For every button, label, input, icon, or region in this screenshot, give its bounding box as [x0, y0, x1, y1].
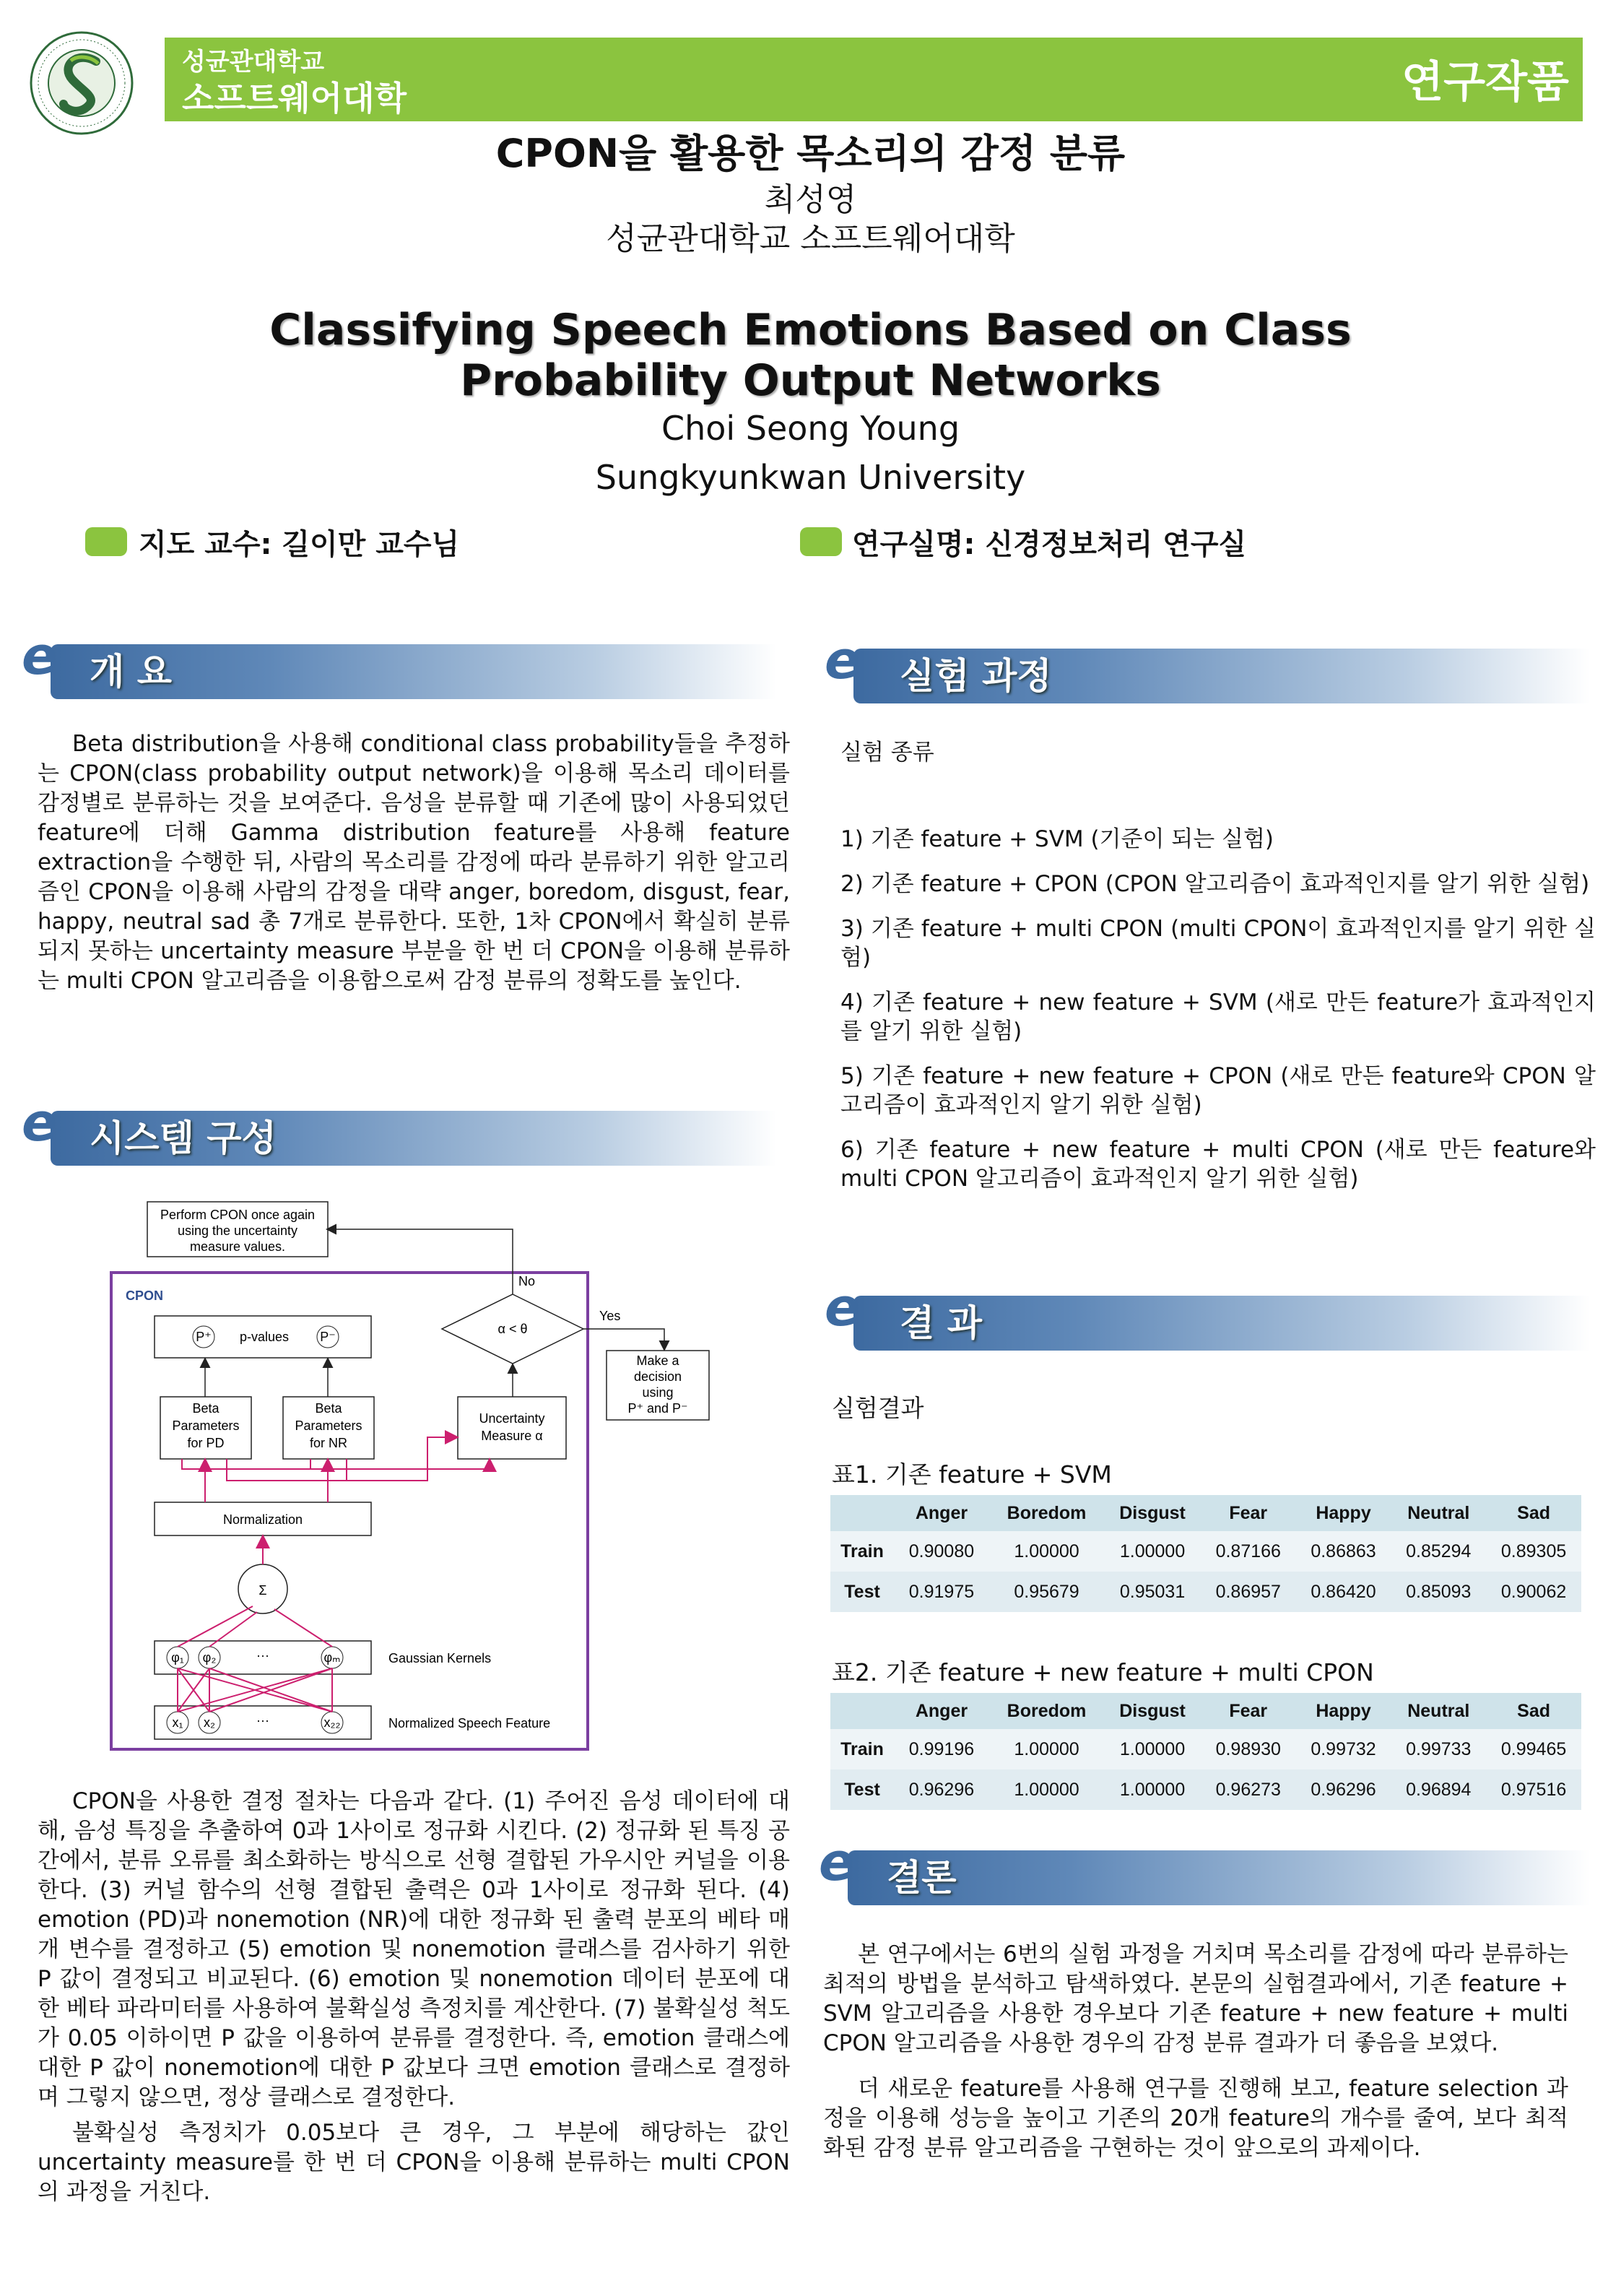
- table-cell: 1.00000: [989, 1531, 1104, 1572]
- table-row: [830, 1729, 1581, 1769]
- perform-line-2: using the uncertainty: [177, 1223, 298, 1238]
- category-label: 연구작품: [1401, 57, 1569, 108]
- uncertainty-line-1: Uncertainty: [479, 1411, 545, 1426]
- phi2-label: φ₂: [202, 1650, 217, 1665]
- table1-header-row: [830, 1495, 1581, 1531]
- experiment-heading: [825, 630, 1590, 711]
- table-cell: 0.99196: [894, 1729, 989, 1769]
- results-table-1: [830, 1495, 1581, 1612]
- results-heading: [825, 1277, 1590, 1358]
- col-header: Boredom: [989, 1495, 1104, 1531]
- experiment-intro: 실험 종류: [840, 740, 934, 766]
- table-cell: 0.96273: [1201, 1769, 1296, 1810]
- decision-line-1: Make a: [636, 1353, 679, 1368]
- table-cell: 0.86420: [1296, 1572, 1391, 1612]
- decision-line-3: using: [642, 1385, 674, 1400]
- col-header: Sad: [1486, 1693, 1581, 1729]
- table-row: [830, 1769, 1581, 1810]
- table-cell: 0.96894: [1391, 1769, 1486, 1810]
- p-plus-label: P⁺: [196, 1330, 212, 1344]
- experiment-item-4: 4) 기존 feature + new feature + SVM (새로 만든 feature가 효과적인지를 알기 위한 실험): [840, 989, 1596, 1044]
- table-cell: 1.00000: [989, 1729, 1104, 1769]
- table-cell: 0.91975: [894, 1572, 989, 1612]
- table-cell: 1.00000: [989, 1769, 1104, 1810]
- col-header: Anger: [894, 1693, 989, 1729]
- beta-nr-line-2: Parameters: [295, 1418, 362, 1433]
- perform-line-1: Perform CPON once again: [160, 1208, 316, 1222]
- table-cell: 1.00000: [1104, 1729, 1201, 1769]
- e-mark-icon: e: [22, 1092, 57, 1153]
- table-row: [830, 1531, 1581, 1572]
- row-header: Test: [830, 1769, 894, 1810]
- results-heading-text: 결 과: [900, 1302, 983, 1344]
- table-cell: 0.99465: [1486, 1729, 1581, 1769]
- e-mark-icon: e: [825, 1277, 860, 1338]
- beta-pd-line-2: Parameters: [172, 1418, 240, 1433]
- conclusion-heading: [819, 1834, 1590, 1912]
- experiment-item-2: 2) 기존 feature + CPON (CPON 알고리즘이 효과적인지를 알기 위한 실험): [840, 871, 1590, 897]
- row-header: Train: [830, 1729, 894, 1769]
- p-minus-label: P⁻: [320, 1330, 336, 1344]
- system-paragraph-2: 불확실성 측정치가 0.05보다 큰 경우, 그 부분에 해당하는 값인 uncertainty measure를 한 번 더 CPON을 이용해 분류하는 multi CPON의 과정을 거친다.: [38, 2120, 790, 2205]
- table-cell: 0.98930: [1201, 1729, 1296, 1769]
- experiment-body: [840, 738, 1596, 1209]
- experiment-heading-text: 실험 과정: [900, 655, 1052, 697]
- col-header: Fear: [1201, 1693, 1296, 1729]
- university-logo: [27, 29, 136, 137]
- row-header: Test: [830, 1572, 894, 1612]
- affiliation-english: Sungkyunkwan University: [595, 458, 1026, 497]
- x22-label: x₂₂: [323, 1715, 341, 1730]
- phi1-label: φ₁: [171, 1650, 184, 1665]
- beta-nr-line-1: Beta: [315, 1401, 342, 1416]
- yes-label: Yes: [599, 1309, 621, 1323]
- col-header: Happy: [1296, 1495, 1391, 1531]
- col-header: Neutral: [1391, 1693, 1486, 1729]
- overview-heading-text: 개 요: [90, 651, 173, 693]
- table-cell: 0.96296: [1296, 1769, 1391, 1810]
- table2-caption: 표2. 기존 feature + new feature + multi CPON: [832, 1658, 1374, 1686]
- col-header: Disgust: [1104, 1693, 1201, 1729]
- advisor-label: 지도 교수: 길이만 교수님: [139, 528, 460, 561]
- table-cell: 0.86957: [1201, 1572, 1296, 1612]
- table-cell: 0.99732: [1296, 1729, 1391, 1769]
- system-body: [38, 1787, 790, 2207]
- perform-line-3: measure values.: [189, 1239, 286, 1254]
- conclusion-paragraph-1: 본 연구에서는 6번의 실험 과정을 거치며 목소리를 감정에 따라 분류하는 최적의 방법을 분석하고 탐색하였다. 본문의 실험결과에서, 기존 feature + SVM 알고리즘을 사용한 경우보다 기존 feature + new feature + multi CPON 알고리즘을 사용한 경우의 감정 분류 결과가 더 좋음을 보였다.: [823, 1941, 1568, 2056]
- table1-caption: 표1. 기존 feature + SVM: [832, 1460, 1112, 1489]
- advisor-tag-box: [85, 527, 127, 556]
- phim-label: φₘ: [323, 1650, 341, 1665]
- conclusion-heading-text: 결론: [887, 1857, 957, 1899]
- p-values-label: p-values: [239, 1330, 290, 1344]
- sigma-label: Σ: [258, 1583, 267, 1598]
- no-label: No: [518, 1274, 536, 1288]
- table-cell: 0.89305: [1486, 1531, 1581, 1572]
- results-intro: 실험결과: [832, 1394, 924, 1422]
- system-heading-text: 시스템 구성: [90, 1117, 277, 1159]
- uncertainty-line-2: Measure α: [481, 1429, 543, 1443]
- col-header: Happy: [1296, 1693, 1391, 1729]
- conclusion-paragraph-2: 더 새로운 feature를 사용해 연구를 진행해 보고, feature selection 과정을 이용해 성능을 높이고 기존의 20개 feature의 개수를 줄여, 보다 최적화된 감정 분류 알고리즘을 구현하는 것이 앞으로의 과제이다.: [823, 2076, 1568, 2161]
- table2-header-row: [830, 1693, 1581, 1729]
- experiment-item-3: 3) 기존 feature + multi CPON (multi CPON이 효과적인지를 알기 위한 실험): [840, 916, 1596, 971]
- title-english: Classifying Speech Emotions Based on Class Probability Output Networks: [269, 305, 1352, 406]
- col-header: [830, 1495, 894, 1531]
- feature-dots: ···: [256, 1713, 269, 1728]
- overview-paragraph: Beta distribution을 사용해 conditional class probability들을 추정하는 CPON(class probability output network)을 이용해 목소리 데이터를 감정별로 분류하는 것을 보여준다. 음성을 분류할 때 기존에 많이 사용되었던 feature에 더해 Gamma distribution feature를 사용해 feature extraction을 수행한 뒤, 사람의 목소리를 감정에 따라 분류하기 위한 알고리즘인 CPON을 이용해 사람의 감정을 대략 anger, boredom, disgust, fear, happy, neutral sad 총 7개로 분류한다. 또한, 1차 CPON에서 확실히 분류되지 못하는 uncertainty measure 부분을 한 번 더 CPON을 이용해 분류하는 multi CPON 알고리즘을 이용함으로써 감정 분류의 정확도를 높인다.: [38, 731, 790, 994]
- author-korean: 최성영: [764, 181, 857, 218]
- overview-heading: [22, 625, 776, 706]
- table-cell: 0.95679: [989, 1572, 1104, 1612]
- table-cell: 0.90062: [1486, 1572, 1581, 1612]
- speech-feature-label: Normalized Speech Feature: [388, 1716, 551, 1730]
- system-paragraph-1: CPON을 사용한 결정 절차는 다음과 같다. (1) 주어진 음성 데이터에 대해, 음성 특징을 추출하여 0과 1사이로 정규화 시킨다. (2) 정규화 된 특징 공간에서, 분류 오류를 최소화하는 방식으로 선형 결합된 가우시안 커널을 이용한다. (3) 커널 함수의 선형 결합된 출력은 0과 1사이로 정규화 된다. (4) emotion (PD)과 nonemotion (NR)에 대한 정규화 된 출력 분포의 베타 매개 변수를 결정하고 (5) emotion 및 nonemotion 클래스를 검사하기 위한 P 값이 결정되고 비교된다. (6) emotion 및 nonemotion 데이터 분포에 대한 베타 파라미터를 사용하여 불확실성 측정치를 계산한다. (7) 불확실성 척도가 0.05 이하이면 P 값을 이용하여 분류를 결정한다. 즉, emotion 클래스에 대한 P 값이 nonemotion에 대한 P 값보다 크면 emotion 클래스로 결정하며 그렇지 않으면, 정상 클래스로 결정한다.: [38, 1788, 790, 2110]
- university-name: 성균관대학교: [182, 48, 325, 77]
- experiment-item-5: 5) 기존 feature + new feature + CPON (새로 만든 feature와 CPON 알고리즘이 효과적인지 알기 위한 실험): [840, 1063, 1596, 1118]
- results-table-2: [830, 1693, 1581, 1810]
- beta-pd-line-3: for PD: [187, 1436, 225, 1450]
- table-cell: 1.00000: [1104, 1531, 1201, 1572]
- x2-label: x₂: [204, 1715, 215, 1730]
- kernel-dots: ···: [256, 1648, 269, 1663]
- lab-label: 연구실명: 신경정보처리 연구실: [852, 528, 1247, 561]
- col-header: Sad: [1486, 1495, 1581, 1531]
- decision-line-2: decision: [633, 1369, 682, 1384]
- overview-body: [38, 729, 790, 996]
- title-korean: CPON을 활용한 목소리의 감정 분류: [495, 131, 1126, 176]
- normalization-label: Normalization: [222, 1512, 303, 1527]
- col-header: Neutral: [1391, 1495, 1486, 1531]
- col-header: Disgust: [1104, 1495, 1201, 1531]
- experiment-item-1: 1) 기존 feature + SVM (기준이 되는 실험): [840, 826, 1274, 852]
- table-cell: 0.95031: [1104, 1572, 1201, 1612]
- table-cell: 0.85093: [1391, 1572, 1486, 1612]
- table-cell: 0.87166: [1201, 1531, 1296, 1572]
- cpon-diagram: [101, 1192, 722, 1755]
- table-cell: 0.99733: [1391, 1729, 1486, 1769]
- affiliation-korean: 성균관대학교 소프트웨어대학: [606, 220, 1015, 257]
- author-english: Choi Seong Young: [661, 409, 960, 448]
- table-row: [830, 1572, 1581, 1612]
- condition-label: α < θ: [497, 1322, 528, 1336]
- e-mark-icon: e: [22, 625, 57, 686]
- e-mark-icon: e: [825, 630, 860, 690]
- gaussian-kernels-label: Gaussian Kernels: [388, 1651, 492, 1665]
- e-mark-icon: e: [819, 1832, 854, 1892]
- experiment-item-6: 6) 기존 feature + new feature + multi CPON (새로 만든 feature와 multi CPON 알고리즘이 효과적인지 알기 위한 실험): [840, 1137, 1596, 1192]
- decision-line-4: P⁺ and P⁻: [627, 1401, 688, 1416]
- beta-pd-line-1: Beta: [192, 1401, 220, 1416]
- lab-tag-box: [800, 527, 842, 556]
- col-header: Boredom: [989, 1693, 1104, 1729]
- table-cell: 0.85294: [1391, 1531, 1486, 1572]
- row-header: Train: [830, 1531, 894, 1572]
- col-header: [830, 1693, 894, 1729]
- table-cell: 0.96296: [894, 1769, 989, 1810]
- beta-nr-line-3: for NR: [309, 1436, 348, 1450]
- college-name: 소프트웨어대학: [182, 79, 407, 118]
- table-cell: 1.00000: [1104, 1769, 1201, 1810]
- col-header: Fear: [1201, 1495, 1296, 1531]
- conclusion-body: [823, 1940, 1568, 2163]
- cpon-frame-label: CPON: [126, 1288, 164, 1303]
- table-cell: 0.97516: [1486, 1769, 1581, 1810]
- system-heading: [22, 1092, 776, 1173]
- table-cell: 0.86863: [1296, 1531, 1391, 1572]
- col-header: Anger: [894, 1495, 989, 1531]
- x1-label: x₁: [172, 1715, 183, 1730]
- table-cell: 0.90080: [894, 1531, 989, 1572]
